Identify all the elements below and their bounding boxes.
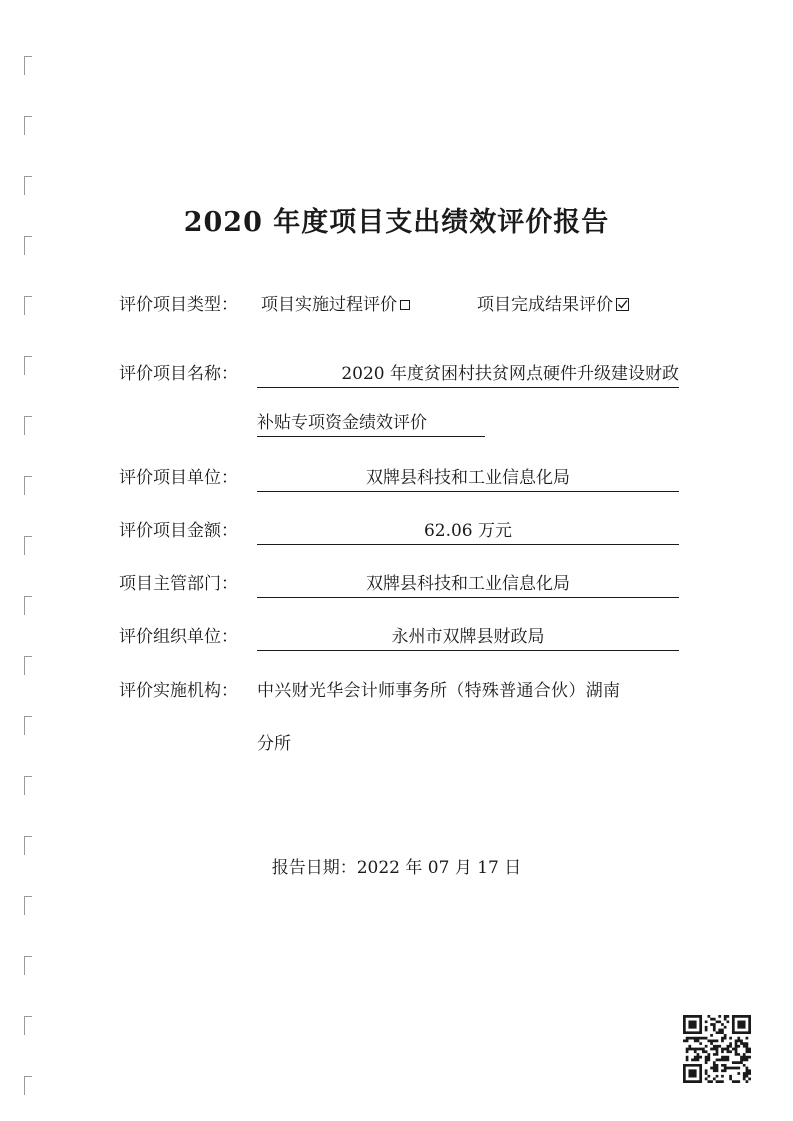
project-amount-value: 62.06 万元	[257, 518, 679, 545]
option-result-evaluation[interactable]	[477, 292, 629, 318]
project-name-line1: 2020 年度贫困村扶贫网点硬件升级建设财政	[257, 361, 679, 388]
option-result-label: 项目完成结果评价	[477, 295, 613, 315]
agency-line1: 中兴财光华会计师事务所（特殊普通合伙）湖南	[257, 681, 621, 701]
organizer-label: 评价组织单位：	[119, 627, 238, 647]
organizer-value: 永州市双牌县财政局	[257, 624, 679, 651]
binding-mark	[24, 596, 32, 615]
unchecked-box-icon[interactable]	[400, 300, 410, 310]
binding-mark	[24, 776, 32, 795]
binding-mark	[24, 1016, 32, 1035]
department-label: 项目主管部门：	[119, 574, 238, 594]
report-title: 2020 年度项目支出绩效评价报告	[183, 207, 610, 238]
binding-mark	[24, 116, 32, 135]
checked-box-icon[interactable]	[616, 298, 629, 311]
report-date: 报告日期：2022 年 07 月 17 日	[271, 858, 522, 878]
option-process-label: 项目实施过程评价	[261, 295, 397, 315]
binding-mark	[24, 56, 32, 75]
binding-mark	[24, 1076, 32, 1095]
binding-mark	[24, 356, 32, 375]
agency-line2: 分所	[257, 734, 291, 754]
binding-mark	[24, 656, 32, 675]
binding-mark	[24, 956, 32, 975]
binding-mark	[24, 176, 32, 195]
project-amount-label: 评价项目金额：	[119, 521, 238, 541]
binding-mark	[24, 896, 32, 915]
project-unit-label: 评价项目单位：	[119, 468, 238, 488]
department-value: 双牌县科技和工业信息化局	[257, 571, 679, 598]
qr-code-icon	[683, 1013, 751, 1085]
project-name-label: 评价项目名称：	[119, 364, 238, 384]
binding-mark	[24, 476, 32, 495]
checkmark-icon	[617, 299, 628, 310]
binding-mark	[24, 416, 32, 435]
option-process-evaluation[interactable]	[261, 292, 410, 318]
evaluation-type-label: 评价项目类型：	[119, 295, 238, 315]
binding-mark	[24, 536, 32, 555]
project-unit-value: 双牌县科技和工业信息化局	[257, 465, 679, 492]
binding-mark	[24, 716, 32, 735]
project-name-line2: 补贴专项资金绩效评价	[257, 410, 485, 437]
binding-mark	[24, 296, 32, 315]
agency-label: 评价实施机构：	[119, 681, 238, 701]
